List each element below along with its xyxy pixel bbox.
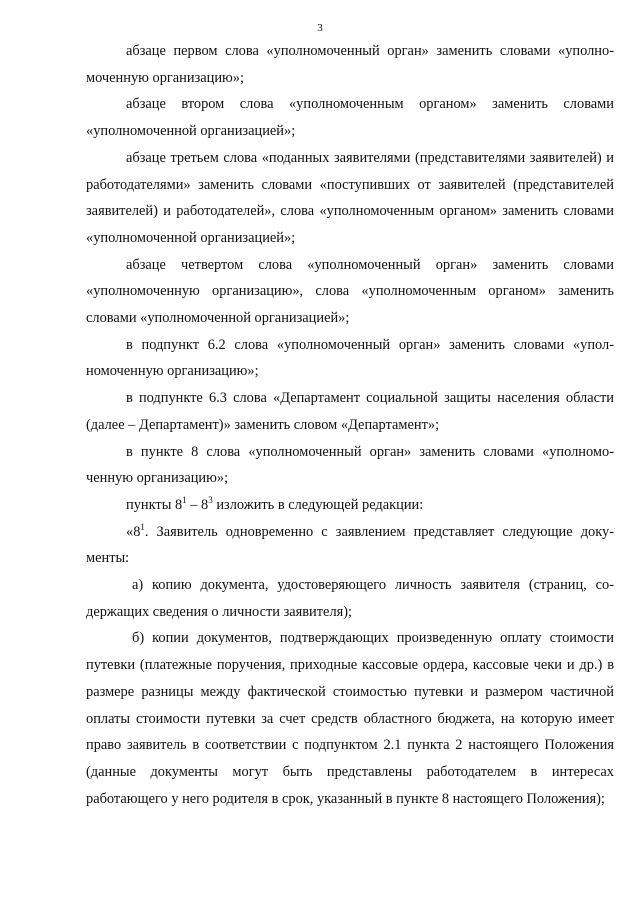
item-lead: «8	[126, 523, 141, 540]
item-8-1	[86, 519, 614, 572]
paragraph: абзаце четвертом слова «уполномоченный орган» заменить словами «уполномоченную организацию», слова «уполномоченным органом» заменить словами «уполномоченной организацией»;	[86, 256, 614, 327]
paragraph: абзаце третьем слова «поданных заявителями (представителями заявителей) и работодателями» заменить словами «поступивших от заявителей (представителей заявителей) и работодателей», слова «уполномоченным органом» заменить словами «уполномоченной организацией»;	[86, 149, 614, 246]
paragraph: абзаце первом слова «уполномоченный орган» заменить словами «уполномоченную организацию»;	[86, 43, 614, 86]
sub-item-a: а) копию документа, удостоверяющего личность заявителя (страниц, содержащих сведения о личности заявителя);	[86, 577, 614, 620]
superscript: 3	[208, 494, 213, 505]
amendment-tail: изложить в следующей редакции:	[212, 496, 424, 513]
paragraph: в пункте 8 слова «уполномоченный орган» заменить словами «уполномоченную организацию»;	[86, 443, 614, 487]
paragraph: в подпункте 6.3 слова «Департамент социальной защиты населения области (далее – Департамент)» заменить словом «Департамент»;	[86, 390, 614, 433]
item-text: . Заявитель одновременно с заявлением представляет следующие документы:	[86, 523, 614, 567]
document-body	[86, 38, 614, 812]
superscript: 1	[182, 494, 187, 505]
paragraph: абзаце втором слова «уполномоченным органом» заменить словами «уполномоченной организацией»;	[86, 96, 614, 140]
sub-item-b: б) копии документов, подтверждающих произведенную оплату стоимости путевки (платежные поручения, приходные кассовые ордера, кассовые чеки и др.) в размере разницы между фактической стоимостью путевки и размером частичной оплаты стоимости путевки за счет средств областного бюджета, на которую имеет право заявитель в соответствии с подпунктом 2.1 пункта 2 настоящего Положения (данные документы могут быть представлены работодателем в интересах работающего у него родителя в срок, указанный в пункте 8 настоящего Положения);	[86, 630, 614, 807]
superscript: 1	[140, 521, 145, 532]
page-number: 3	[317, 22, 323, 34]
amendment-lead: пункты 8	[126, 496, 183, 513]
amendment-intro	[86, 492, 614, 519]
paragraph: в подпункт 6.2 слова «уполномоченный орган» заменить словами «уполномоченную организацию»;	[86, 336, 614, 380]
amendment-dash: – 8	[186, 496, 209, 513]
